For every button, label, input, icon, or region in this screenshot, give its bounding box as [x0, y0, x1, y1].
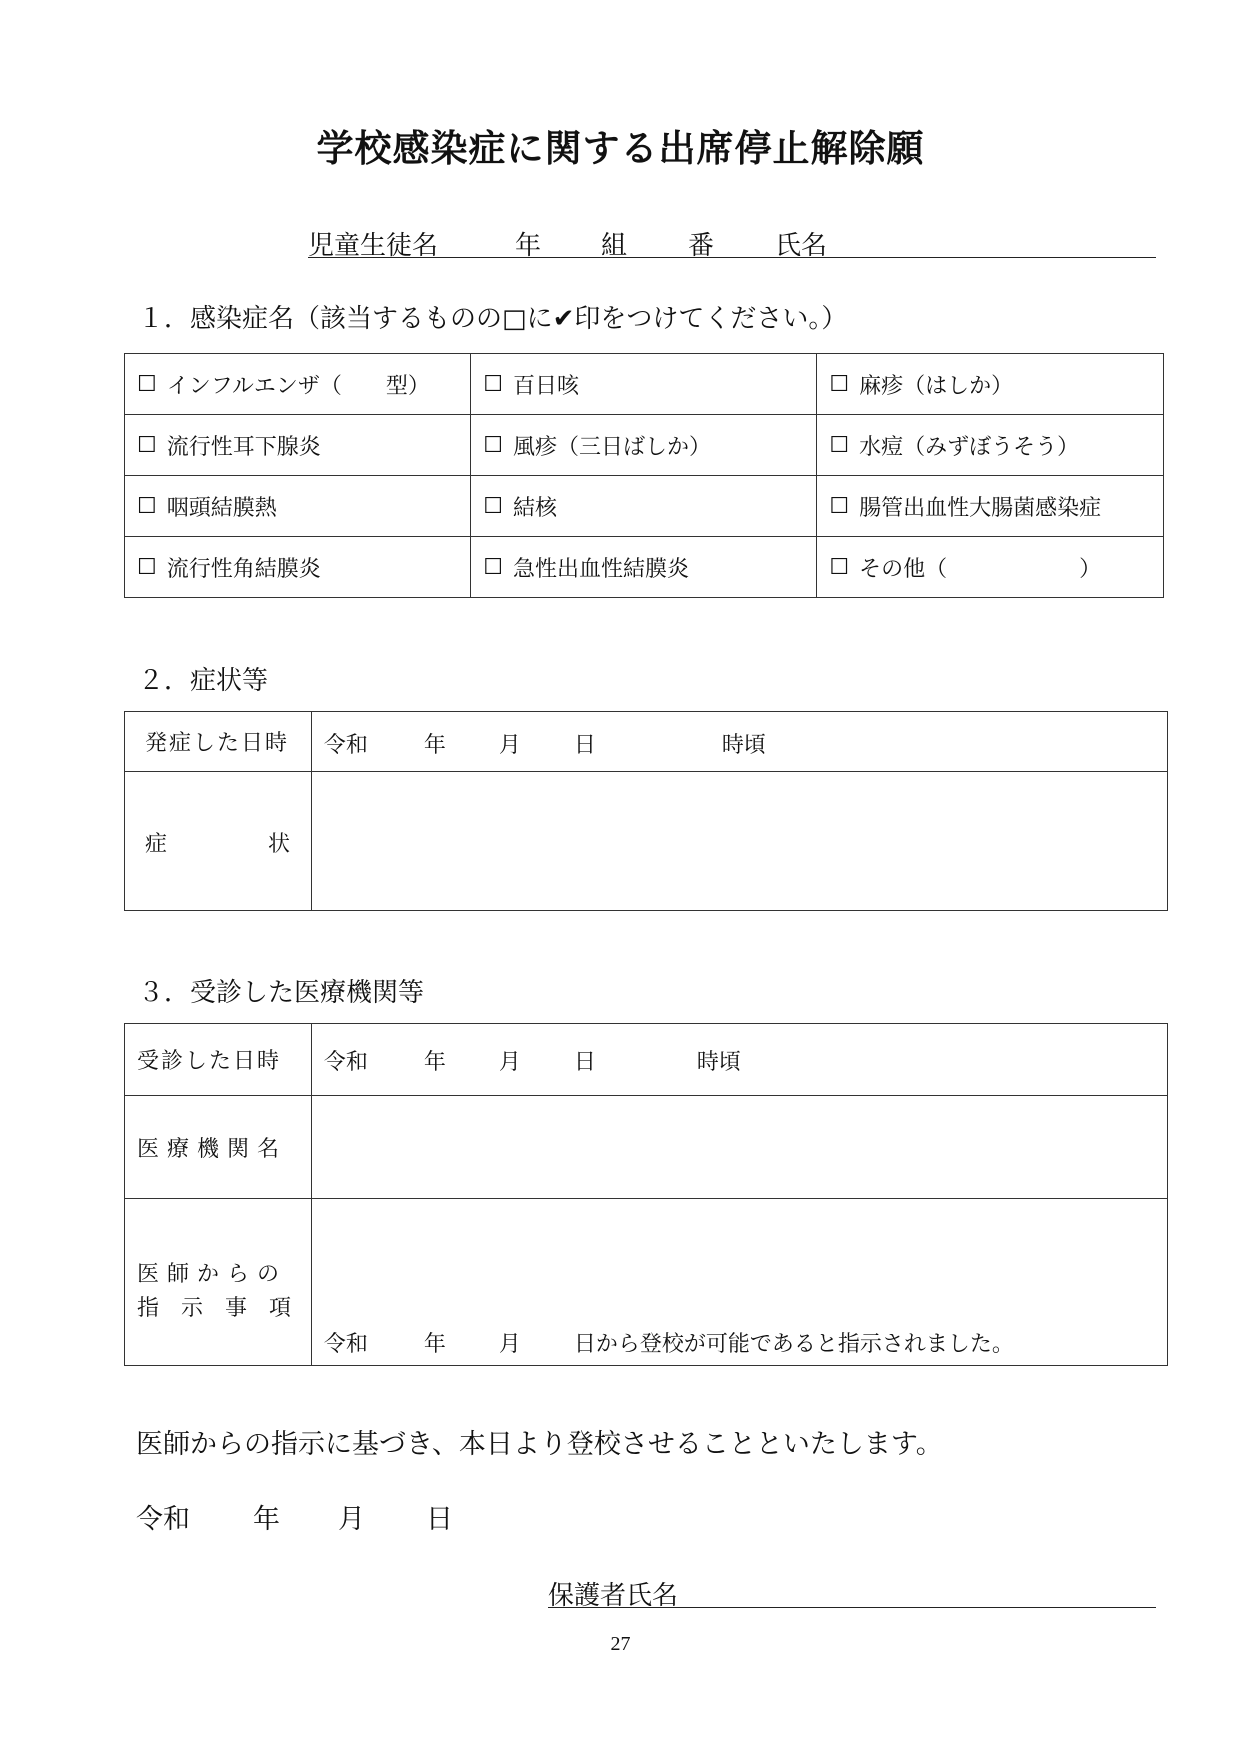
checkbox-icon[interactable]: ☐	[483, 432, 503, 458]
onset-label-cell	[125, 712, 312, 772]
instruction-label-2: 指 示 事 項	[137, 1296, 292, 1321]
disease-cell[interactable]	[125, 476, 471, 537]
disease-label: その他（ ）	[859, 556, 1102, 582]
section2-heading: ２．症状等	[138, 666, 269, 696]
visit-era: 令和	[323, 1050, 368, 1075]
section1-heading: １．感染症名（該当するものの□に✔印をつけてください。）	[138, 304, 848, 334]
instruction-input-cell[interactable]	[311, 1199, 1167, 1366]
onset-label: 発症した日時	[145, 731, 290, 756]
visit-month: 月	[498, 1050, 521, 1075]
student-number-label: 番	[688, 231, 715, 261]
visit-date-cell[interactable]	[311, 1024, 1167, 1096]
checkbox-icon[interactable]: ☐	[137, 493, 157, 519]
clinic-table	[124, 1023, 1168, 1366]
symptom-label-1: 症	[145, 832, 168, 857]
instruction-label-1: 医師からの	[137, 1262, 288, 1287]
checkbox-icon[interactable]: ☐	[137, 554, 157, 580]
institution-input-cell[interactable]	[311, 1096, 1167, 1199]
student-class-label: 組	[601, 231, 628, 261]
disease-label: 流行性耳下腺炎	[166, 434, 321, 460]
disease-cell[interactable]	[125, 415, 471, 476]
return-month: 月	[498, 1332, 521, 1357]
section3-heading: ３．受診した医療機関等	[138, 978, 425, 1008]
student-year-label: 年	[515, 231, 542, 261]
symptom-label-2: 状	[268, 832, 291, 857]
onset-month: 月	[498, 733, 521, 758]
disease-label: インフルエンザ（ 型）	[166, 373, 430, 399]
disease-cell[interactable]	[817, 476, 1164, 537]
onset-era: 令和	[323, 733, 368, 758]
institution-label-cell	[125, 1096, 312, 1199]
disease-cell[interactable]	[471, 537, 817, 598]
institution-label: 医療機関名	[137, 1136, 288, 1162]
disease-cell[interactable]	[125, 354, 471, 415]
onset-year: 年	[423, 733, 446, 758]
disease-cell[interactable]	[471, 476, 817, 537]
return-era: 令和	[323, 1332, 368, 1357]
guardian-name-line[interactable]	[548, 1575, 1156, 1611]
visit-year: 年	[423, 1050, 446, 1075]
signature-year[interactable]: 年	[253, 1504, 280, 1535]
disease-label: 麻疹（はしか）	[859, 373, 1014, 399]
return-year: 年	[423, 1332, 446, 1357]
checkbox-icon[interactable]: ☐	[483, 493, 503, 519]
guardian-statement: 医師からの指示に基づき、本日より登校させることといたします。	[136, 1429, 943, 1460]
checkbox-icon[interactable]: ☐	[829, 493, 850, 519]
symptom-input-cell[interactable]	[311, 772, 1167, 911]
disease-cell[interactable]	[817, 537, 1164, 598]
symptom-label-cell	[125, 772, 312, 911]
checkbox-icon[interactable]: ☐	[483, 554, 503, 580]
disease-label: 水痘（みずぼうそう）	[859, 434, 1080, 460]
checkbox-icon[interactable]: ☐	[137, 432, 157, 458]
visit-day: 日	[573, 1050, 596, 1075]
guardian-label: 保護者氏名	[548, 1581, 679, 1611]
instruction-label-cell	[125, 1199, 312, 1366]
page-title: 学校感染症に関する出席停止解除願	[316, 126, 925, 170]
disease-table	[124, 353, 1164, 598]
onset-date-cell[interactable]	[311, 712, 1167, 772]
disease-label: 風疹（三日ばしか）	[512, 434, 711, 460]
disease-label: 流行性角結膜炎	[166, 556, 321, 582]
signature-era: 令和	[136, 1504, 190, 1535]
student-name-label: 氏名	[775, 231, 828, 261]
checkbox-icon[interactable]: ☐	[483, 371, 503, 397]
disease-cell[interactable]	[817, 415, 1164, 476]
checkbox-icon[interactable]: ☐	[829, 432, 850, 458]
signature-month[interactable]: 月	[338, 1504, 365, 1535]
student-label: 児童生徒名	[308, 231, 439, 261]
disease-label: 結核	[512, 495, 557, 521]
disease-cell[interactable]	[471, 354, 817, 415]
checkbox-icon[interactable]: ☐	[829, 371, 850, 397]
symptom-table	[124, 711, 1168, 911]
student-name-line[interactable]	[308, 225, 1156, 261]
disease-label: 百日咳	[512, 373, 579, 399]
disease-cell[interactable]	[125, 537, 471, 598]
page-number: 27	[610, 1633, 631, 1655]
signature-day[interactable]: 日	[426, 1504, 453, 1535]
disease-label: 腸管出血性大腸菌感染症	[859, 495, 1102, 521]
disease-label: 咽頭結膜熱	[166, 495, 277, 521]
visit-time: 時頃	[696, 1050, 741, 1075]
onset-time: 時頃	[721, 733, 766, 758]
return-text: 日から登校が可能であると指示されました。	[573, 1332, 1014, 1357]
disease-label: 急性出血性結膜炎	[512, 556, 689, 582]
visit-label-cell	[125, 1024, 312, 1096]
disease-cell[interactable]	[471, 415, 817, 476]
disease-cell[interactable]	[817, 354, 1164, 415]
checkbox-icon[interactable]: ☐	[137, 371, 157, 397]
checkbox-icon[interactable]: ☐	[829, 554, 850, 580]
visit-label: 受診した日時	[137, 1049, 282, 1074]
onset-day: 日	[573, 733, 596, 758]
